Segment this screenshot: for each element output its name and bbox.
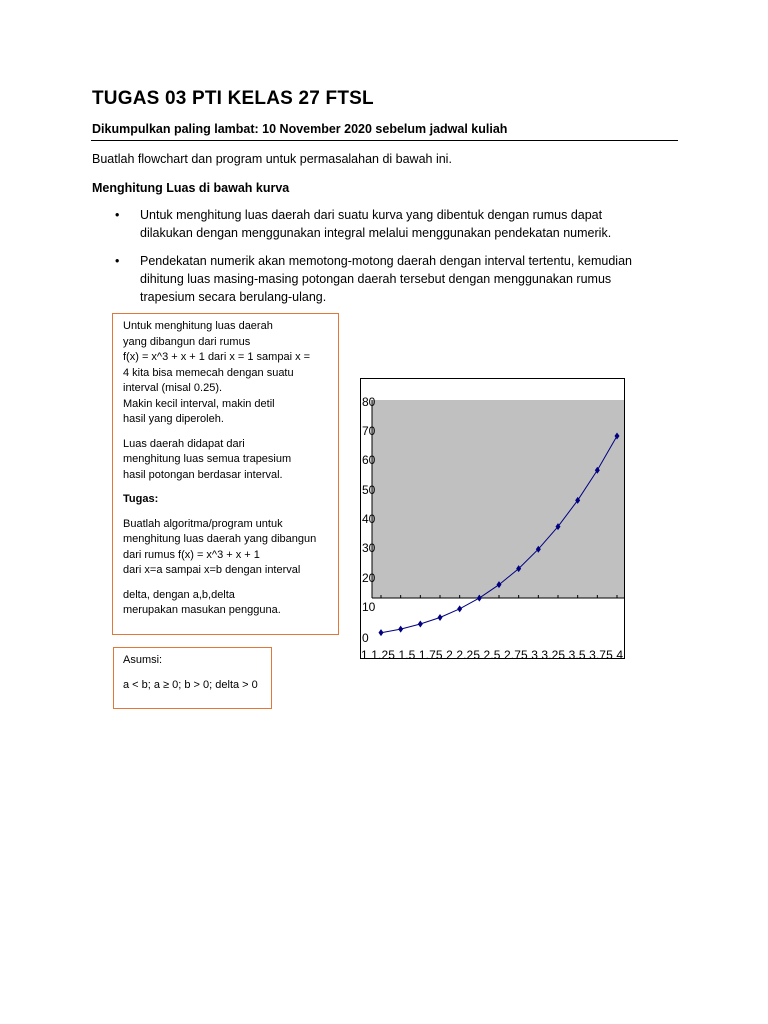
y-tick-label: 40 bbox=[362, 512, 376, 526]
intro-text: Buatlah flowchart dan program untuk permasalahan di bawah ini. bbox=[92, 152, 452, 166]
text-line: dari x=a sampai x=b dengan interval bbox=[123, 564, 301, 576]
text-line: menghitung luas daerah yang dibangun bbox=[123, 533, 317, 545]
bullet-marker: • bbox=[115, 208, 120, 222]
y-tick-label: 10 bbox=[362, 600, 376, 614]
explanation-paragraph bbox=[123, 437, 328, 484]
deadline-text: Dikumpulkan paling lambat: 10 November 2020 sebelum jadwal kuliah bbox=[92, 122, 508, 136]
text-line: dari rumus f(x) = x^3 + x + 1 bbox=[123, 548, 260, 561]
explanation-paragraph bbox=[123, 319, 328, 428]
bullet-line: dilakukan dengan menggunakan integral melalui menggunakan pendekatan numerik. bbox=[140, 226, 612, 240]
section-heading: Menghitung Luas di bawah kurva bbox=[92, 181, 290, 195]
divider bbox=[91, 140, 678, 141]
text-line: delta, dengan a,b,delta bbox=[123, 588, 235, 601]
y-tick-label: 80 bbox=[362, 395, 376, 409]
bullet-marker: • bbox=[115, 254, 120, 268]
bullet-line: Untuk menghitung luas daerah dari suatu kurva yang dibentuk dengan rumus dapat bbox=[140, 208, 603, 222]
x-tick-labels: 1 1.25 1.5 1.75 2 2.25 2.5 2.75 3 3.25 3.5 3.75 4 bbox=[361, 648, 623, 662]
y-tick-label: 20 bbox=[362, 571, 376, 585]
bullet-line: dihitung luas masing-masing potongan daerah tersebut dengan menggunakan rumus bbox=[140, 272, 612, 286]
text-line: menghitung luas semua trapesium bbox=[123, 453, 292, 465]
y-tick-label: 60 bbox=[362, 453, 376, 467]
text-line: 4 kita bisa memecah dengan suatu bbox=[123, 366, 294, 379]
page-title: TUGAS 03 PTI KELAS 27 FTSL bbox=[92, 88, 374, 109]
bullet-list bbox=[92, 206, 692, 316]
task-paragraph bbox=[123, 517, 328, 579]
y-tick-label: 50 bbox=[362, 483, 376, 497]
assumption-text: a < b; a ≥ 0; b > 0; delta > 0 bbox=[123, 678, 258, 691]
tugas-label: Tugas: bbox=[123, 493, 159, 505]
bullet-line: trapesium secara berulang-ulang. bbox=[140, 290, 327, 304]
assumption-label: Asumsi: bbox=[123, 654, 163, 666]
text-line: Makin kecil interval, makin detil bbox=[123, 397, 275, 410]
text-line: Untuk menghitung luas daerah bbox=[123, 320, 273, 332]
text-line: yang dibangun dari rumus bbox=[123, 335, 251, 348]
text-line: Buatlah algoritma/program untuk bbox=[123, 517, 283, 530]
y-tick-label: 70 bbox=[362, 424, 376, 438]
text-line: interval (misal 0.25). bbox=[123, 382, 223, 394]
text-line: hasil potongan berdasar interval. bbox=[123, 468, 283, 481]
plot-area bbox=[372, 400, 624, 598]
y-tick-label: 30 bbox=[362, 541, 376, 555]
text-line: f(x) = x^3 + x + 1 dari x = 1 sampai x = bbox=[123, 351, 311, 363]
explanation-box bbox=[112, 313, 339, 635]
text-line: merupakan masukan pengguna. bbox=[123, 604, 281, 616]
y-tick-label: 0 bbox=[362, 631, 369, 645]
bullet-line: Pendekatan numerik akan memotong-motong daerah dengan interval tertentu, kemudian bbox=[140, 254, 632, 268]
line-chart bbox=[360, 378, 632, 664]
text-line: Luas daerah didapat dari bbox=[123, 437, 245, 450]
text-line: hasil yang diperoleh. bbox=[123, 413, 224, 425]
task-paragraph bbox=[123, 588, 328, 619]
bullet-item bbox=[92, 252, 692, 306]
bullet-item bbox=[92, 206, 692, 242]
assumption-box bbox=[113, 647, 272, 709]
